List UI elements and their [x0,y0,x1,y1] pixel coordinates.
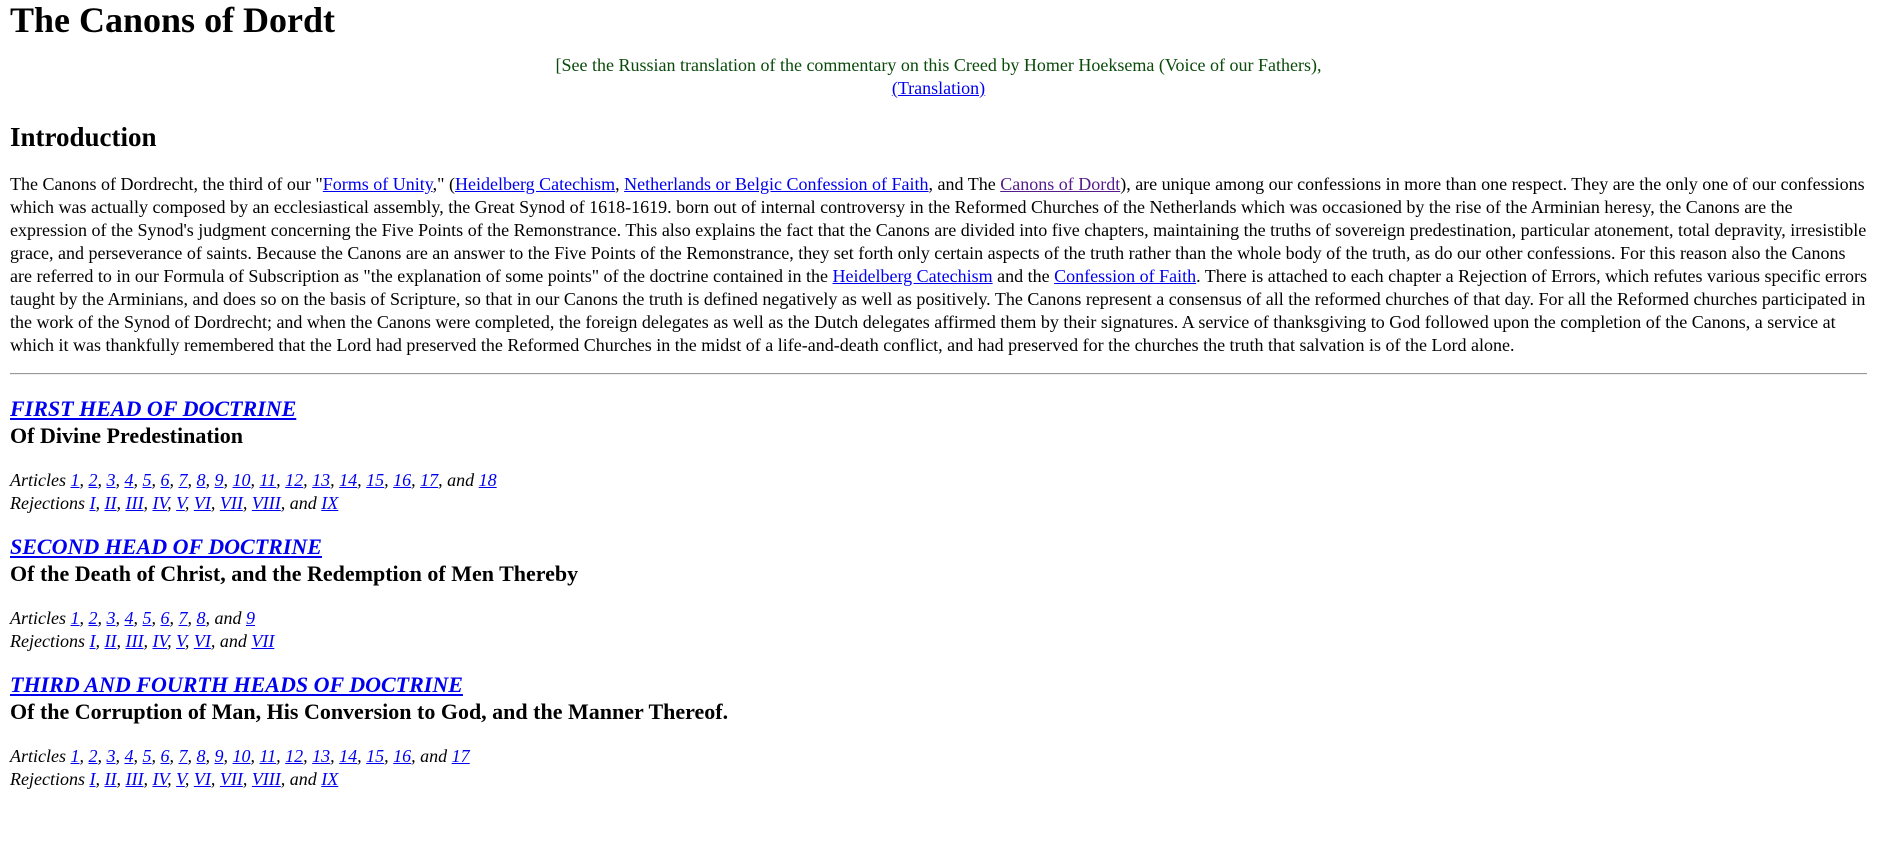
separator: , [79,470,89,490]
separator: , [143,769,153,789]
separator: , [151,470,161,490]
article-link-15[interactable]: 15 [366,470,385,490]
separator: , [223,746,233,766]
separator: , [143,493,153,513]
separator: , [250,746,260,766]
intro-text: . There is attached to each chapter a Rejection of Errors, which refutes various specific errors taught by the Arminians, and does so on the basis of Scripture, so that in our Canons the truth is defined negatively as well as positively. The Canons represent a consensus of all the reformed churches of that day. For all the Reformed churches participated in the work of the Synod of Dordrecht; and when the Canons were completed, the foreign delegates as well as the Dutch delegates affirmed them by their signatures. A service of thanksgiving to God followed upon the completion of the Canons, a service at which it was thankfully remembered that the Lord had preserved the Reformed Churches in the midst of a life-and-death conflict, and had preserved for the churches the truth that salvation is of the Lord alone. [10,266,1867,355]
separator: , [276,470,286,490]
doctrine-head [10,672,1867,791]
article-link-6[interactable]: 6 [160,608,170,628]
rejection-link-III[interactable]: III [125,493,144,513]
rejection-link-VII[interactable]: VII [219,493,243,513]
article-link-2[interactable]: 2 [88,746,98,766]
article-link-8[interactable]: 8 [196,746,206,766]
separator: , [95,493,105,513]
separator: , [384,746,394,766]
rejection-link-I[interactable]: I [89,493,96,513]
article-link-3[interactable]: 3 [106,608,116,628]
rejection-link-VI[interactable]: VI [193,631,211,651]
rejection-link-VIII[interactable]: VIII [251,493,281,513]
separator: , [205,470,215,490]
separator: , and [280,769,322,789]
rejection-link-II[interactable]: II [104,493,117,513]
article-link-16[interactable]: 16 [393,470,412,490]
article-link-2[interactable]: 2 [88,470,98,490]
article-link-12[interactable]: 12 [285,470,304,490]
rejection-link-VIII[interactable]: VIII [251,769,281,789]
separator: , [169,746,179,766]
article-link-6[interactable]: 6 [160,746,170,766]
article-link-4[interactable]: 4 [124,470,134,490]
article-link-15[interactable]: 15 [366,746,385,766]
separator: , [116,769,126,789]
rejection-link-IX[interactable]: IX [321,769,339,789]
rejections-line [10,768,1867,791]
article-link-7[interactable]: 7 [178,470,188,490]
article-link-4[interactable]: 4 [124,608,134,628]
separator: , [133,470,143,490]
separator: , [210,769,220,789]
article-link-9[interactable]: 9 [214,470,224,490]
rejection-link-IX[interactable]: IX [321,493,339,513]
separator: , and [438,470,479,490]
article-link-5[interactable]: 5 [142,746,152,766]
rejection-link-III[interactable]: III [125,631,144,651]
heidelberg-catechism-link-2[interactable]: Heidelberg Catechism [832,266,993,286]
canons-of-dordt-link[interactable]: Canons of Dordt [1000,174,1121,194]
articles-label: Articles [10,470,71,490]
rejection-link-V[interactable]: V [176,493,185,513]
separator: , [167,493,177,513]
article-link-12[interactable]: 12 [285,746,304,766]
separator: , and [210,631,252,651]
separator: , [330,470,340,490]
article-link-18[interactable]: 18 [478,470,497,490]
separator: , [223,470,233,490]
separator: , [411,470,421,490]
separator: , [187,608,197,628]
rejection-link-IV[interactable]: IV [152,769,168,789]
separator: , [184,493,194,513]
article-link-9[interactable]: 9 [246,608,255,628]
rejections-line [10,630,1867,653]
doctrine-head [10,396,1867,515]
separator: , [97,470,107,490]
doctrine-head [10,534,1867,653]
articles-line [10,469,1867,492]
rejection-link-I[interactable]: I [89,769,96,789]
articles-line [10,607,1867,630]
rejection-link-I[interactable]: I [89,631,96,651]
intro-text: , and The [928,174,1001,194]
intro-text: ), are unique among our confessions in more than one respect. They are the only one of our confessions which was actually composed by an ecclesiastical assembly, the Great Synod of 1618-1619. born out of internal controversy in the Reformed Churches of the Netherlands which was occasioned by the rise of the Arminian heresy, the Canons are the expression of the Synod's judgment concerning the Five Points of the Remonstrance. This also explains the fact that the Canons are divided into five chapters, maintaining the truths of sovereign predestination, particular atonement, total depravity, irresistible grace, and perseverance of saints. Because the Canons are an answer to the Five Points of the Remonstrance, they set forth only certain aspects of the truth rather than the whole body of the truth, as do our other confessions. For this reason also the Canons are referred to in our Formula of Subscription as "the explanation of some points" of the doctrine contained in the [10,174,1867,286]
separator: , [357,746,367,766]
separator: , [357,470,367,490]
separator: , [95,769,105,789]
article-link-8[interactable]: 8 [196,470,206,490]
separator: , and [205,608,246,628]
separator: , [97,608,107,628]
intro-text: The Canons of Dordrecht, the third of our " [10,174,323,194]
separator: , [116,631,126,651]
article-link-13[interactable]: 13 [312,746,331,766]
translation-link[interactable]: (Translation) [891,78,986,98]
article-link-17[interactable]: 17 [451,746,470,766]
separator: , [95,631,105,651]
article-link-3[interactable]: 3 [106,470,116,490]
article-link-10[interactable]: 10 [232,746,251,766]
divider [10,373,1867,375]
rejection-link-VII[interactable]: VII [251,631,275,651]
head-link[interactable]: SECOND HEAD OF DOCTRINE [10,534,322,559]
separator: , [151,608,161,628]
head-link[interactable]: THIRD AND FOURTH HEADS OF DOCTRINE [10,672,463,697]
separator: , [79,746,89,766]
separator: , [187,746,197,766]
article-link-11[interactable]: 11 [259,746,277,766]
separator: , [116,493,126,513]
separator: , [151,746,161,766]
separator: , and [411,746,452,766]
article-link-5[interactable]: 5 [142,608,152,628]
confession-of-faith-link[interactable]: Confession of Faith [1054,266,1197,286]
article-link-1[interactable]: 1 [70,608,80,628]
rejection-link-IV[interactable]: IV [152,631,168,651]
head-subtitle: Of the Death of Christ, and the Redemption of Men Thereby [10,561,579,586]
intro-text: , [615,174,625,194]
article-link-5[interactable]: 5 [142,470,152,490]
rejection-link-V[interactable]: V [176,631,185,651]
article-link-17[interactable]: 17 [420,470,439,490]
separator: , [303,470,313,490]
separator: , [250,470,260,490]
article-link-7[interactable]: 7 [178,608,188,628]
rejection-link-III[interactable]: III [125,769,144,789]
articles-label: Articles [10,746,71,766]
forms-of-unity-link[interactable]: Forms of Unity [322,174,433,194]
separator: , [169,470,179,490]
separator: , [276,746,286,766]
article-link-14[interactable]: 14 [339,470,358,490]
separator: , [210,493,220,513]
separator: , [115,608,125,628]
rejections-label: Rejections [10,769,90,789]
article-link-2[interactable]: 2 [88,608,98,628]
intro-text: ," ( [432,174,455,194]
intro-paragraph [10,173,1867,357]
article-link-7[interactable]: 7 [178,746,188,766]
article-link-16[interactable]: 16 [393,746,412,766]
separator: , [115,470,125,490]
separator: , [187,470,197,490]
article-link-14[interactable]: 14 [339,746,358,766]
article-link-1[interactable]: 1 [70,470,80,490]
article-link-3[interactable]: 3 [106,746,116,766]
rejection-link-IV[interactable]: IV [152,493,168,513]
article-link-4[interactable]: 4 [124,746,134,766]
separator: , [133,608,143,628]
belgic-confession-link[interactable]: Netherlands or Belgic Confession of Faith [624,174,929,194]
article-link-11[interactable]: 11 [259,470,277,490]
page-title: The Canons of Dordt [10,0,336,40]
heidelberg-catechism-link[interactable]: Heidelberg Catechism [454,174,616,194]
article-link-6[interactable]: 6 [160,470,170,490]
separator: , [184,631,194,651]
separator: , [167,769,177,789]
rejection-link-II[interactable]: II [104,631,117,651]
separator: , [205,746,215,766]
article-link-10[interactable]: 10 [232,470,251,490]
rejections-line [10,492,1867,515]
separator: , [242,769,252,789]
separator: , [184,769,194,789]
article-link-8[interactable]: 8 [196,608,206,628]
article-link-1[interactable]: 1 [70,746,80,766]
articles-line [10,745,1867,768]
rejection-link-VI[interactable]: VI [193,493,211,513]
separator: , [384,470,394,490]
separator: , [169,608,179,628]
article-link-9[interactable]: 9 [214,746,224,766]
rejection-link-II[interactable]: II [104,769,117,789]
rejection-link-V[interactable]: V [176,769,185,789]
separator: , [303,746,313,766]
separator: , [115,746,125,766]
rejections-label: Rejections [10,493,90,513]
rejection-link-VII[interactable]: VII [219,769,243,789]
separator: , [79,608,89,628]
separator: , [167,631,177,651]
separator: , [143,631,153,651]
translation-notice [10,54,1867,100]
article-link-13[interactable]: 13 [312,470,331,490]
separator: , [133,746,143,766]
articles-label: Articles [10,608,71,628]
separator: , [242,493,252,513]
intro-heading: Introduction [10,122,157,152]
doctrine-heads [10,396,1867,791]
head-subtitle: Of the Corruption of Man, His Conversion to God, and the Manner Thereof. [10,699,729,724]
head-link[interactable]: FIRST HEAD OF DOCTRINE [10,396,297,421]
rejection-link-VI[interactable]: VI [193,769,211,789]
separator: , and [280,493,322,513]
separator: , [97,746,107,766]
separator: , [330,746,340,766]
notice-text: [See the Russian translation of the commentary on this Creed by Homer Hoeksema (Voice of our Fathers), [555,55,1322,75]
rejections-label: Rejections [10,631,90,651]
intro-text: and the [992,266,1055,286]
head-subtitle: Of Divine Predestination [10,423,244,448]
